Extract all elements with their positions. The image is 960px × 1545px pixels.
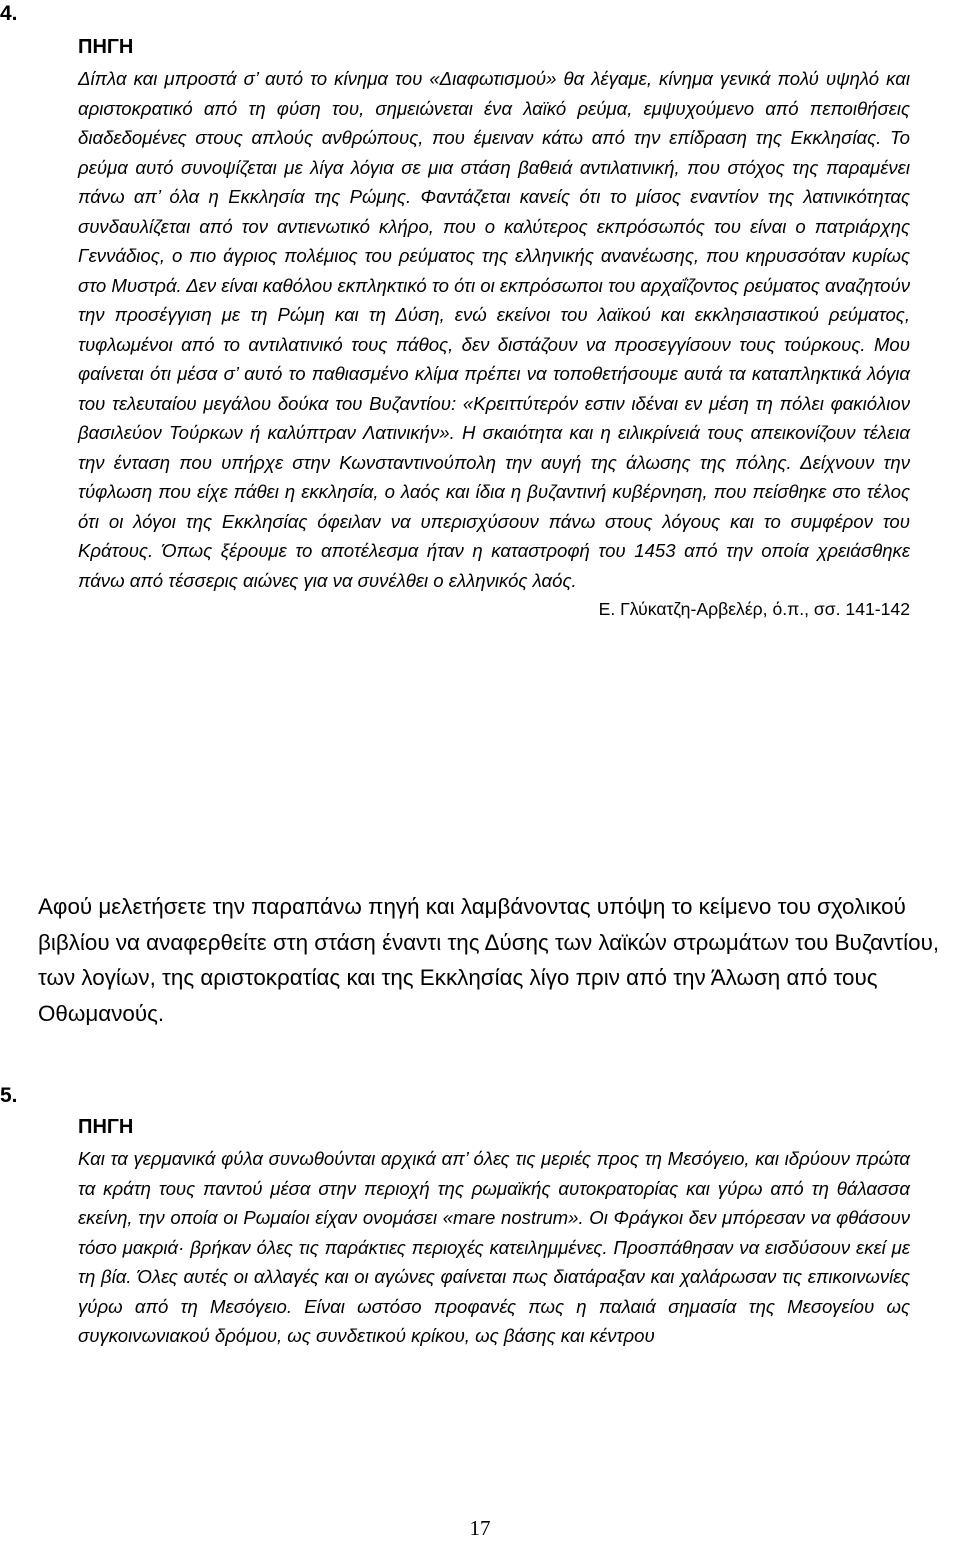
source-label: ΠΗΓΗ — [78, 1116, 134, 1138]
source-text: Δίπλα και μπροστά σ’ αυτό το κίνημα του «Διαφωτισμού» θα λέγαμε, κίνημα γενικά πολύ υψηλό και αριστοκρατικό από τη φύση του, σημειώνεται ένα λαϊκό ρεύμα, εμψυχούμενο από πεποιθήσεις διαδεδομένες στους απλούς ανθρώπους, που έμειναν κάτω από την επίδραση της Εκκλησίας. Το ρεύμα αυτό συνοψίζεται με λίγα λόγια σε μια στάση βαθειά αντιλατινική, που στόχος της παραμένει πάνω απ’ όλα η Εκκλησία της Ρώμης. Φαντάζεται κανείς ότι το μίσος εναντίον της λατινικότητας συνδαυλίζεται από τον αντιενωτικό κλήρο, που ο καλύτερος εκπρόσωπός του είναι ο πατριάρχης Γεννάδιος, ο πιο άγριος πολέμιος του ρεύματος της ελληνικής ανανέωσης, που κηρυσσόταν κυρίως στο Μυστρά. Δεν είναι καθόλου εκπληκτικό το ότι οι εκπρόσωποι του αρχαΐζοντος ρεύματος αναζητούν την προσέγγιση με τη Ρώμη και τη Δύση, ενώ εκείνοι του λαϊκού και εκκλησιαστικού ρεύματος, τυφλωμένοι από το αντιλατινικό τους πάθος, δεν διστάζουν να προσεγγίσουν τους τούρκους. Μου φαίνεται ότι μέσα σ’ αυτό το παθιασμένο κλίμα πρέπει να τοποθετήσουμε αυτά τα καταπληκτικά λόγια του τελευταίου μεγάλου δούκα του Βυζαντίου: «Κρειττύτερόν εστιν ιδέναι εν μέση τη πόλει φακιόλιον βασιλεύον Τούρκων ή καλύπτραν Λατινικήν». Η σκαιότητα και η ειλικρίνειά τους απεικονίζουν τέλεια την ένταση που υπήρχε στην Κωνσταντινούπολη την αυγή της άλωσης της πόλης. Δείχνουν την τύφλωση που είχε πάθει η εκκλησία, ο λαός και ίδια η βυζαντινή κυβέρνηση, που πείσθηκε στο τέλος ότι οι λόγοι της Εκκλησίας όφειλαν να υπερισχύσουν πάνω στους λόγους και το συμφέρον του Κράτους. Όπως ξέρουμε το αποτέλεσμα ήταν η καταστροφή του 1453 από την οποία χρειάσθηκε πάνω από τέσσερις αιώνες για να συνέλθει ο ελληνικός λαός. — [78, 68, 910, 591]
source-block — [78, 33, 910, 623]
source-label: ΠΗΓΗ — [78, 36, 134, 58]
item-number: 5. — [0, 1084, 18, 1107]
page-number: 17 — [469, 1516, 491, 1540]
question-text: Αφού μελετήσετε την παραπάνω πηγή και λαμβάνοντας υπόψη το κείμενο του σχολικού βιβλίου να αναφερθείτε στη στάση έναντι της Δύσης των λαϊκών στρωμάτων του Βυζαντίου, των λογίων, της αριστοκρατίας και της Εκκλησίας λίγο πριν από την Άλωση από τους Οθωμανούς. — [38, 894, 940, 1026]
source-citation: Ε. Γλύκατζη-Αρβελέρ, ό.π., σσ. 141-142 — [598, 599, 910, 619]
item-number: 4. — [0, 2, 18, 25]
source-text: Και τα γερμανικά φύλα συνωθούνται αρχικά απ’ όλες τις μεριές προς τη Μεσόγειο, και ιδρύουν πρώτα τα κράτη τους παντού μέσα στην περιοχή της ρωμαϊκής αυτοκρατορίας και γύρω από τη θάλασσα εκείνη, την οποία οι Ρωμαίοι είχαν ονομάσει «mare nostrum». Οι Φράγκοι δεν μπόρεσαν να φθάσουν τόσο μακριά· βρήκαν όλες τις παράκτιες περιοχές κατειλημμένες. Προσπάθησαν να εισδύσουν εκεί με τη βία. Όλες αυτές οι αλλαγές και οι αγώνες φαίνεται πως διατάραξαν και χαλάρωσαν τις επικοινωνίες γύρω από τη Μεσόγειο. Είναι ωστόσο προφανές πως η παλαιά σημασία της Μεσογείου ως συγκοινωνιακού δρόμου, ως συνδετικού κρίκου, ως βάσης και κέντρου — [78, 1148, 910, 1346]
source-block — [78, 1113, 910, 1351]
